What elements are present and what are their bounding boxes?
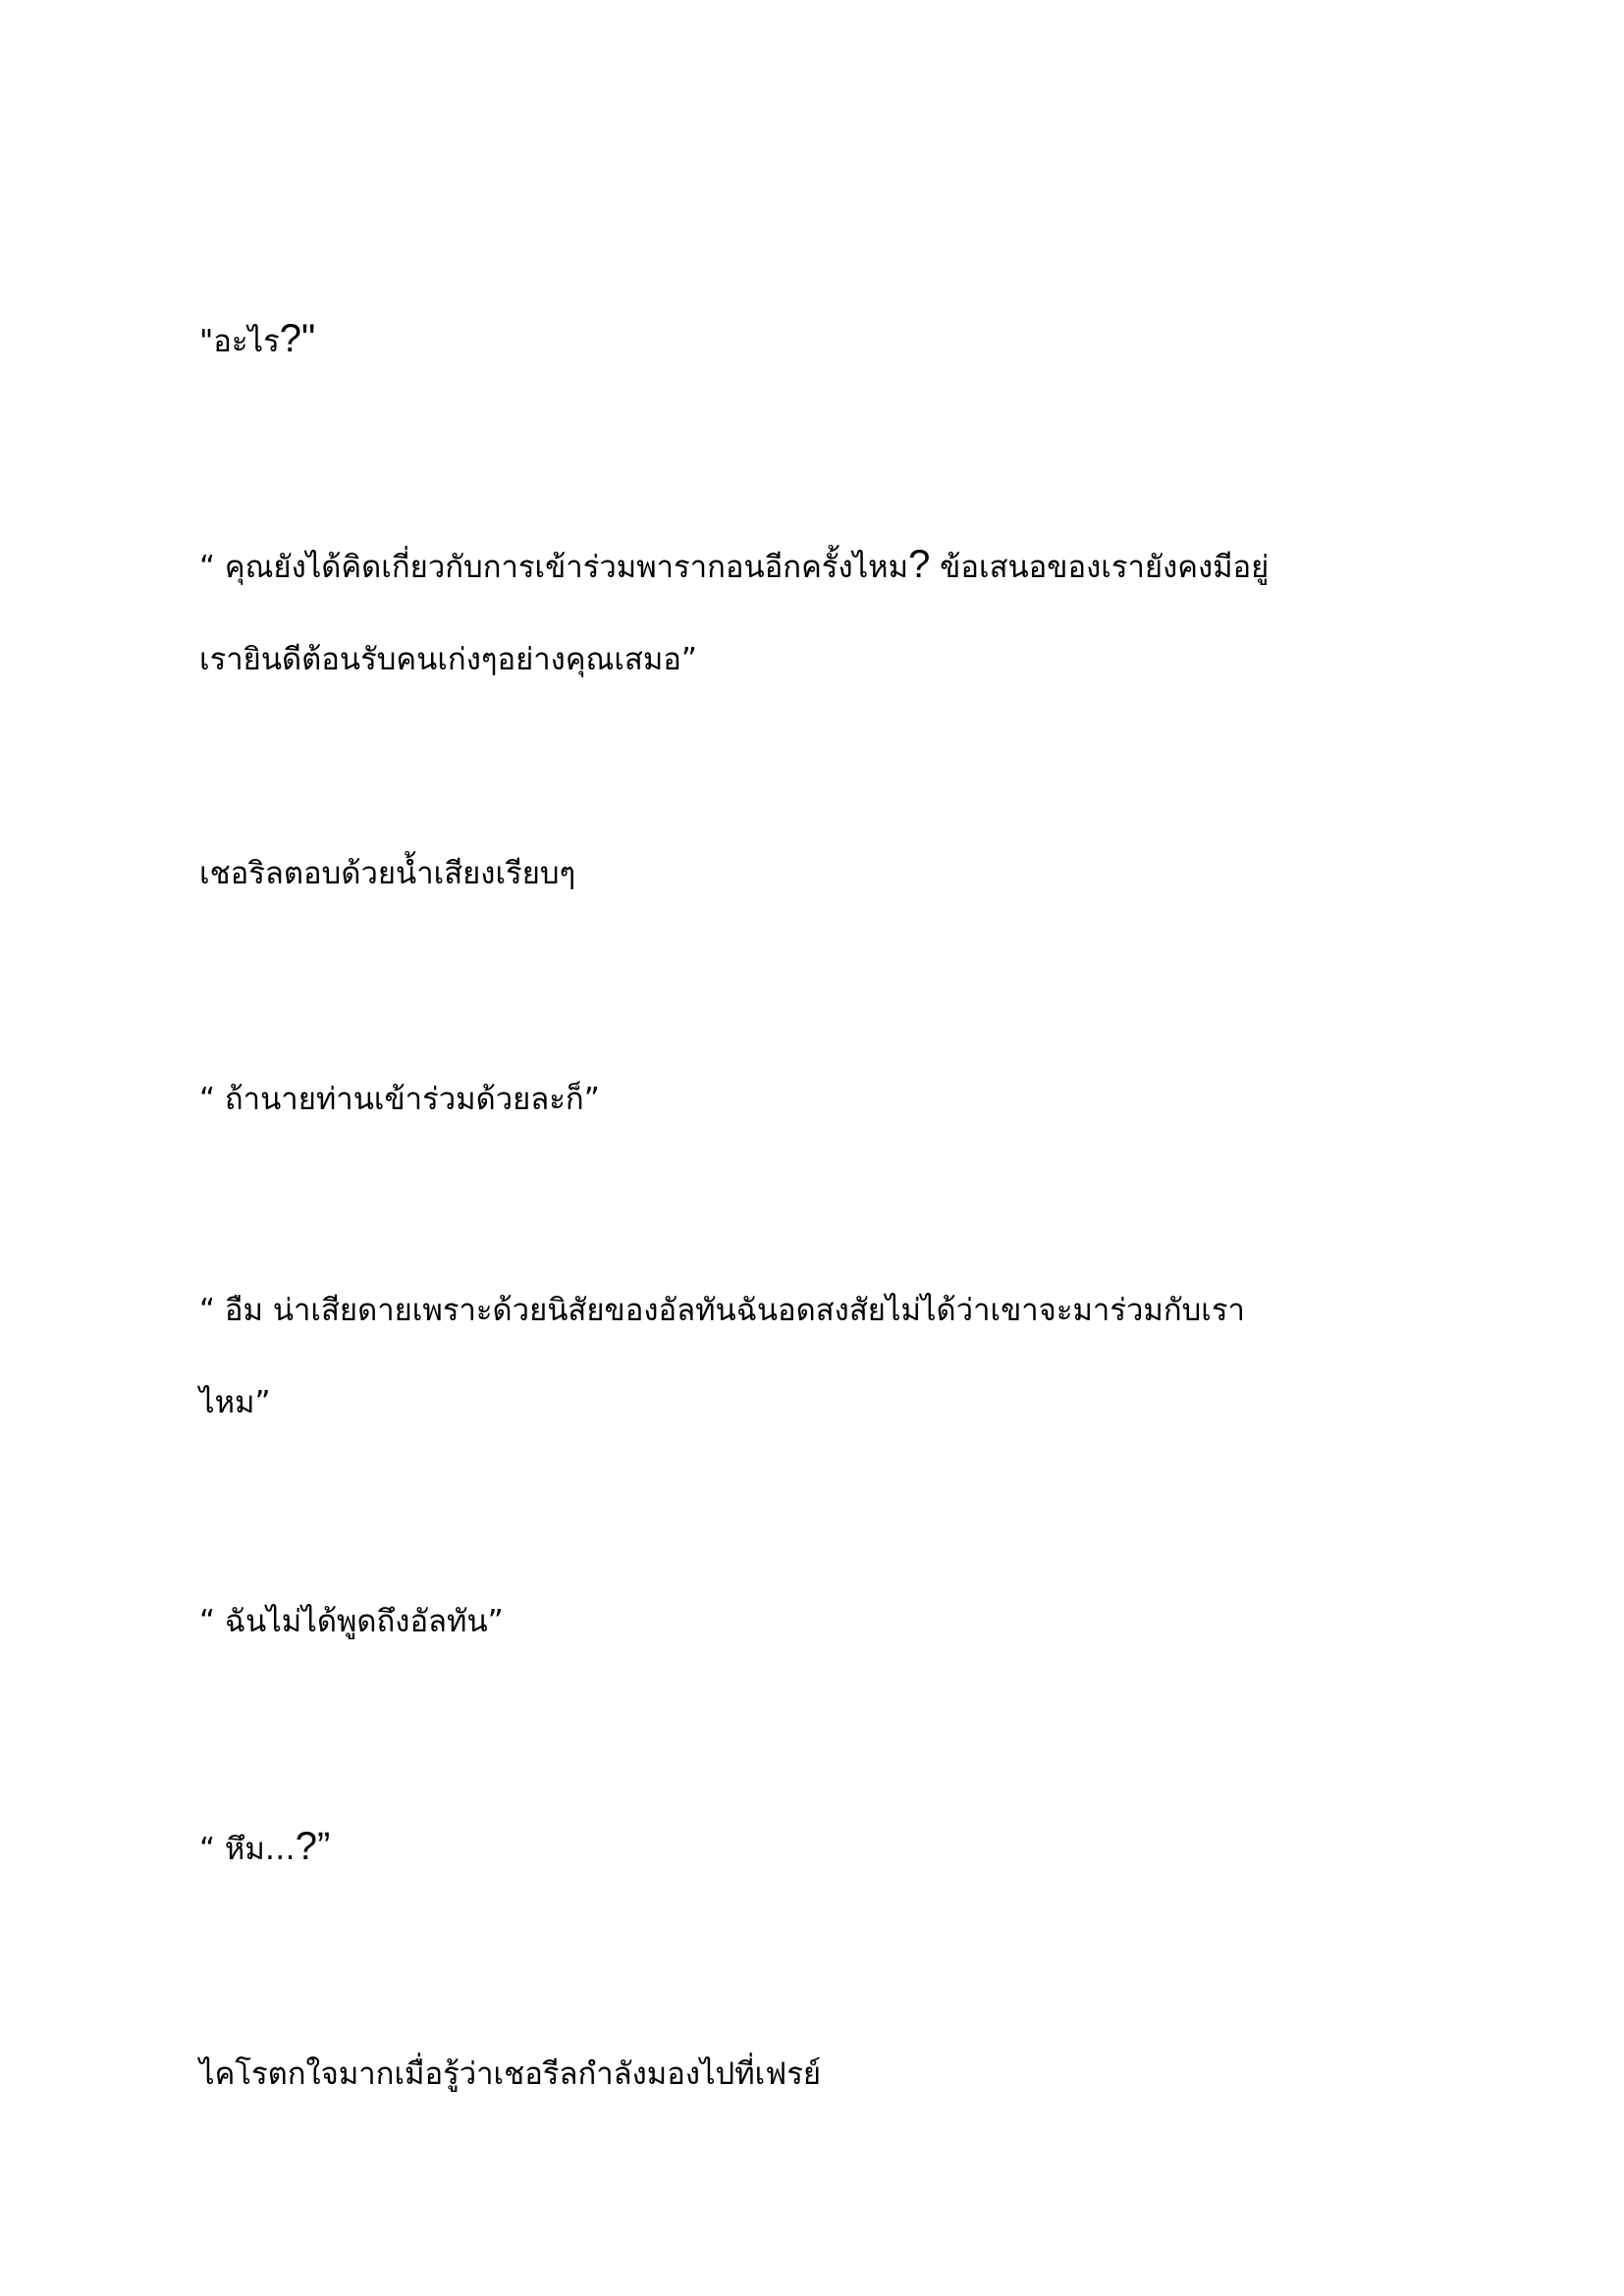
question-mark: ?	[908, 543, 931, 586]
paragraph-text: “ หึม…	[199, 1832, 296, 1867]
paragraph-line: เรายินดีต้อนรับคนเก่งๆอย่างคุณเสมอ”	[199, 642, 697, 677]
line-text: “ คุณยังได้คิดเกี่ยวกับการเข้าร่วมพารากอนอีกครั้งไหม	[199, 550, 909, 585]
dialogue-what	[199, 293, 1446, 388]
paragraph-line: “ อืม น่าเสียดายเพราะด้วยนิสัยของอัลทันฉันอดสงสัยไม่ได้ว่าเขาจะมาร่วมกับเรา	[199, 1293, 1245, 1328]
dialogue-hmm	[199, 1800, 1446, 1896]
paragraph-text: “ ฉันไม่ได้พูดถึงอัลทัน”	[199, 1604, 504, 1639]
paragraph-line	[199, 543, 1270, 586]
dialogue-not-altan	[199, 1575, 1446, 1668]
question-mark: ?"	[279, 317, 316, 360]
paragraph-text: ไคโรตกใจมากเมื่อรู้ว่าเชอรีลกำลังมองไปที่เฟรย์	[199, 2056, 822, 2092]
paragraph-text: “ ถ้านายท่านเข้าร่วมด้วยละก็”	[199, 1082, 600, 1117]
paragraph-text: "อะไร	[199, 324, 280, 359]
dialogue-paragon-offer	[199, 518, 1446, 706]
line-text: ข้อเสนอของเรายังคงมีอยู่	[930, 550, 1270, 585]
paragraph-text: เชอริลตอบด้วยน้ำเสียงเรียบๆ	[199, 856, 576, 891]
dialogue-altan-doubt	[199, 1264, 1446, 1449]
question-mark: ?”	[295, 1825, 331, 1868]
paragraph-line: ไหม”	[199, 1385, 271, 1420]
narration-reply	[199, 828, 1446, 920]
narration-kairo-shocked	[199, 2028, 1446, 2120]
dialogue-if-master-joins	[199, 1053, 1446, 1146]
